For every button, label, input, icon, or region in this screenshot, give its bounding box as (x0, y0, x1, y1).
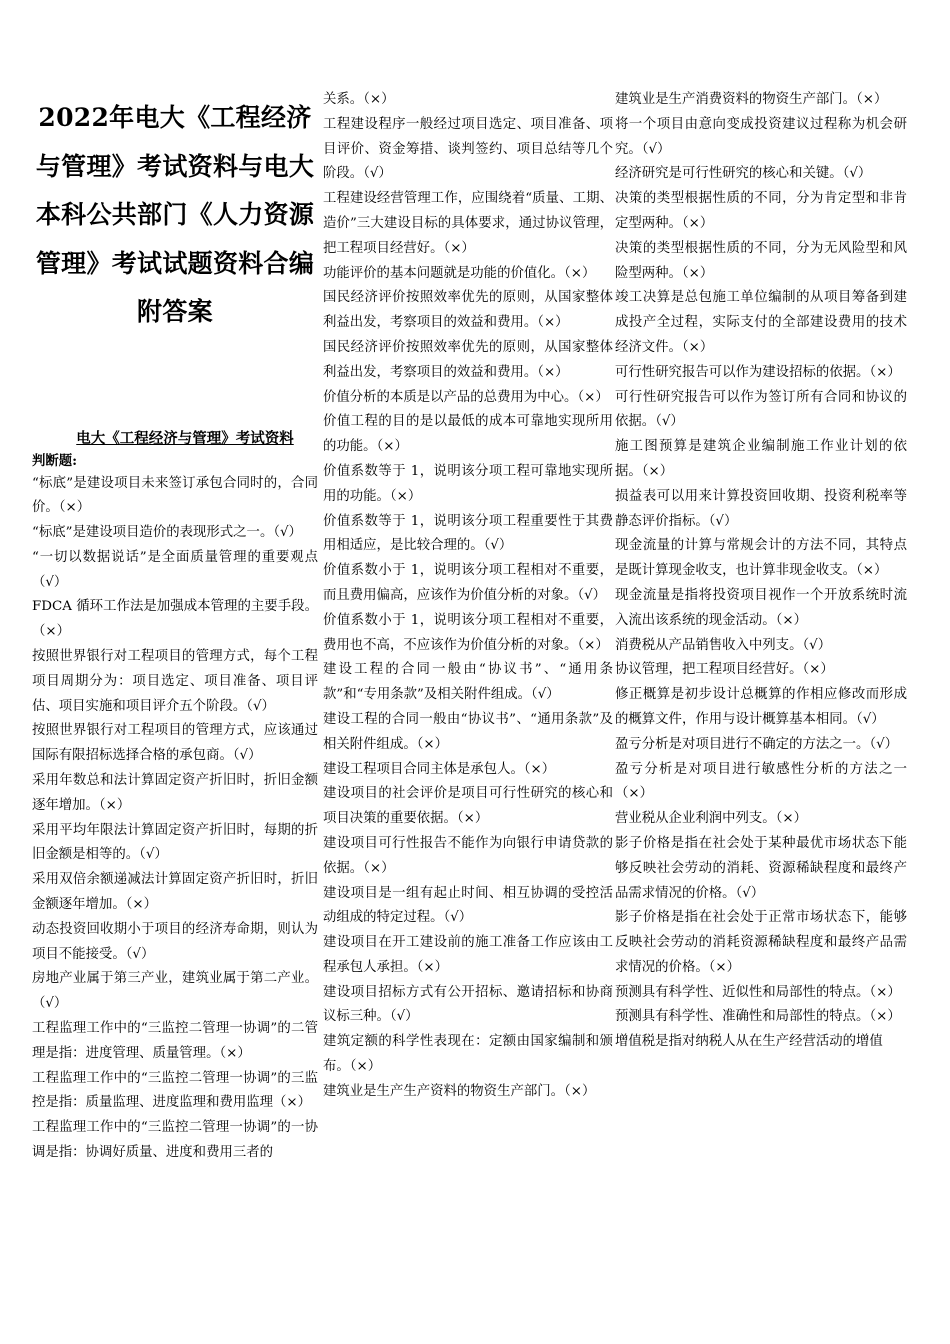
question-item: 采用双倍余额递减法计算固定资产折旧时，折旧金额逐年增加。（×） (32, 872, 318, 913)
question-item: “标底”是建设项目未来签订承包合同时的，合同价。（×） (32, 475, 318, 516)
question-list-2 (323, 88, 613, 1105)
question-item: 工程监理工作中的“三监控二管理一协调”的一协调是指：协调好质量、进度和费用三者的 (32, 1120, 318, 1161)
question-list-1 (32, 472, 318, 1166)
question-item: 工程建设经营管理工作，应围绕着“质量、工期、造价”三大建设目标的具体要求，通过协议管理，把工程项目经营好。（×） (323, 191, 613, 256)
question-item: 建设项目在开工建设前的施工准备工作应该由工程承包人承担。（×） (323, 935, 613, 975)
question-item: 施工图预算是建筑企业编制施工作业计划的依据。（×） (615, 439, 907, 479)
question-item: 按照世界银行对工程项目的管理方式，应该通过国际有限招标选择合格的承包商。（√） (32, 723, 318, 764)
section-subtitle: 电大《工程经济与管理》考试资料 (76, 429, 294, 447)
question-item: 关系。（×） (323, 92, 395, 107)
question-item: 协议管理，把工程项目经营好。（×） (615, 662, 834, 678)
question-item: 建筑业是生产生产资料的物资生产部门。（×） (323, 1083, 596, 1099)
section-label: 判断题: (32, 452, 78, 469)
question-item: 建设工程项目合同主体是承包人。（×） (323, 761, 556, 777)
question-item: 采用年数总和法计算固定资产折旧时，折旧金额逐年增加。（×） (32, 773, 318, 813)
question-list-3 (615, 88, 907, 1055)
question-item: 采用平均年限法计算固定资产折旧时，每期的折旧金额是相等的。（√） (32, 822, 318, 863)
question-item: 工程监理工作中的“三监控二管理一协调”的三监控是指：质量监理、进度监理和费用监理（×） (32, 1070, 318, 1111)
question-item: 建设项目招标方式有公开招标、邀请招标和协商议标三种。（√） (323, 984, 613, 1025)
column-2 (323, 88, 613, 1105)
question-item: 竣工决算是总包施工单位编制的从项目筹备到建成投产全过程，实际支付的全部建设费用的技术经济文件。（×） (615, 290, 907, 355)
question-item: 增值税是指对纳税人从在生产经营活动的增值 (615, 1034, 883, 1050)
question-item: “标底”是建设项目造价的表现形式之一。（√） (32, 525, 302, 541)
question-item: 价值系数等于 1，说明该分项工程可靠地实现所用的功能。（×） (323, 463, 613, 504)
question-item: 修正概算是初步设计总概算的作相应修改而形成的概算文件，作用与设计概算基本相同。（√） (615, 687, 907, 727)
question-item: 功能评价的基本问题就是功能的价值化。（×） (323, 265, 596, 281)
question-item: 建设项目的社会评价是项目可行性研究的核心和项目决策的重要依据。（×） (323, 786, 613, 827)
question-item: 营业税从企业利润中列支。（×） (615, 811, 807, 827)
question-item: 将一个项目由意向变成投资建议过程称为机会研究。（√） (615, 116, 907, 157)
question-item: “一切以数据说话”是全面质量管理的重要观点（√） (32, 549, 318, 590)
question-item: 建设工程的合同一般由“协议书”、“通用条款”及相关附件组成。（×） (323, 711, 613, 752)
question-item: 国民经济评价按照效率优先的原则，从国家整体利益出发，考察项目的效益和费用。（×） (323, 339, 613, 380)
question-item: 现金流量是指将投资项目视作一个开放系统时流入流出该系统的现金活动。（×） (615, 587, 907, 628)
question-item: 可行性研究报告可以作为签订所有合同和协议的依据。（√） (615, 389, 907, 430)
question-item: 价值系数等于 1，说明该分项工程重要性于其费用相适应，是比较合理的。（√） (323, 513, 613, 554)
document-title: 2022年电大《工程经济与管理》考试资料与电大本科公共部门《人力资源管理》考试试题资料合编附答案 (35, 103, 315, 326)
question-item: 建设项目可行性报告不能作为向银行申请贷款的依据。（×） (323, 835, 613, 876)
question-item: 建筑业是生产消费资料的物资生产部门。（×） (615, 92, 888, 107)
question-item: 建筑定额的科学性表现在：定额由国家编制和颁布。（×） (323, 1034, 613, 1075)
question-item: 预测具有科学性、近似性和局部性的特点。（×） (615, 984, 901, 1000)
question-item: 动态投资回收期小于项目的经济寿命期，则认为项目不能接受。（√） (32, 921, 318, 962)
question-item: 影子价格是指在社会处于正常市场状态下，能够反映社会劳动的消耗资源稀缺程度和最终产品需求情况的价格。（×） (615, 910, 907, 975)
question-item: 工程监理工作中的“三监控二管理一协调”的二管理是指：进度管理、质量管理。（×） (32, 1021, 318, 1061)
question-item: FDCA 循环工作法是加强成本管理的主要手段。（×） (32, 599, 318, 640)
question-item: 决策的类型根据性质的不同，分为无风险型和风险型两种。（×） (615, 240, 907, 281)
column-3 (615, 88, 907, 1055)
question-item: 现金流量的计算与常规会计的方法不同，其特点是既计算现金收支，也计算非现金收支。（×） (615, 538, 907, 579)
question-item: 影子价格是指在社会处于某种最优市场状态下能够反映社会劳动的消耗、资源稀缺程度和最终产品需求情况的价格。（√） (615, 835, 907, 901)
question-item: 盈亏分析是对项目进行不确定的方法之一。（√） (615, 736, 899, 752)
question-item: 价值工程的目的是以最低的成本可靠地实现所用的功能。（×） (323, 414, 613, 455)
question-item: 预测具有科学性、准确性和局部性的特点。（×） (615, 1009, 901, 1025)
question-item: 建设工程的合同一般由“协议书”、“通用条款”和“专用条款”及相关附件组成。（√） (323, 662, 613, 703)
question-item: 价值系数小于 1，说明该分项工程相对不重要，而且费用偏高，应该作为价值分析的对象。（√） (323, 563, 613, 603)
question-item: 价值系数小于 1，说明该分项工程相对不重要，费用也不高，不应该作为价值分析的对象。（×） (323, 612, 613, 653)
question-item: 盈亏分析是对项目进行敏感性分析的方法之一（×） (615, 761, 907, 802)
question-item: 经济研究是可行性研究的核心和关键。（√） (615, 166, 872, 182)
question-item: 可行性研究报告可以作为建设招标的依据。（×） (615, 364, 901, 380)
question-item: 价值分析的本质是以产品的总费用为中心。（×） (323, 389, 609, 405)
question-item: 消费税从产品销售收入中列支。（√） (615, 637, 832, 653)
question-item: 建设项目是一组有起止时间、相互协调的受控活动组成的特定过程。（√） (323, 885, 613, 926)
question-item: 工程建设程序一般经过项目选定、项目准备、项目评价、资金筹措、谈判签约、项目总结等几个阶段。（√） (323, 116, 613, 182)
column-1 (32, 0, 318, 1166)
question-item: 国民经济评价按照效率优先的原则，从国家整体利益出发，考察项目的效益和费用。（×） (323, 290, 613, 331)
question-item: 房地产业属于第三产业，建筑业属于第二产业。（√） (32, 971, 318, 1012)
question-item: 按照世界银行对工程项目的管理方式，每个工程项目周期分为：项目选定、项目准备、项目评估、项目实施和项目评介五个阶段。（√） (32, 649, 318, 714)
question-item: 损益表可以用来计算投资回收期、投资利税率等静态评价指标。（√） (615, 488, 907, 529)
question-item: 决策的类型根据性质的不同，分为肯定型和非肯定型两种。（×） (615, 191, 907, 231)
